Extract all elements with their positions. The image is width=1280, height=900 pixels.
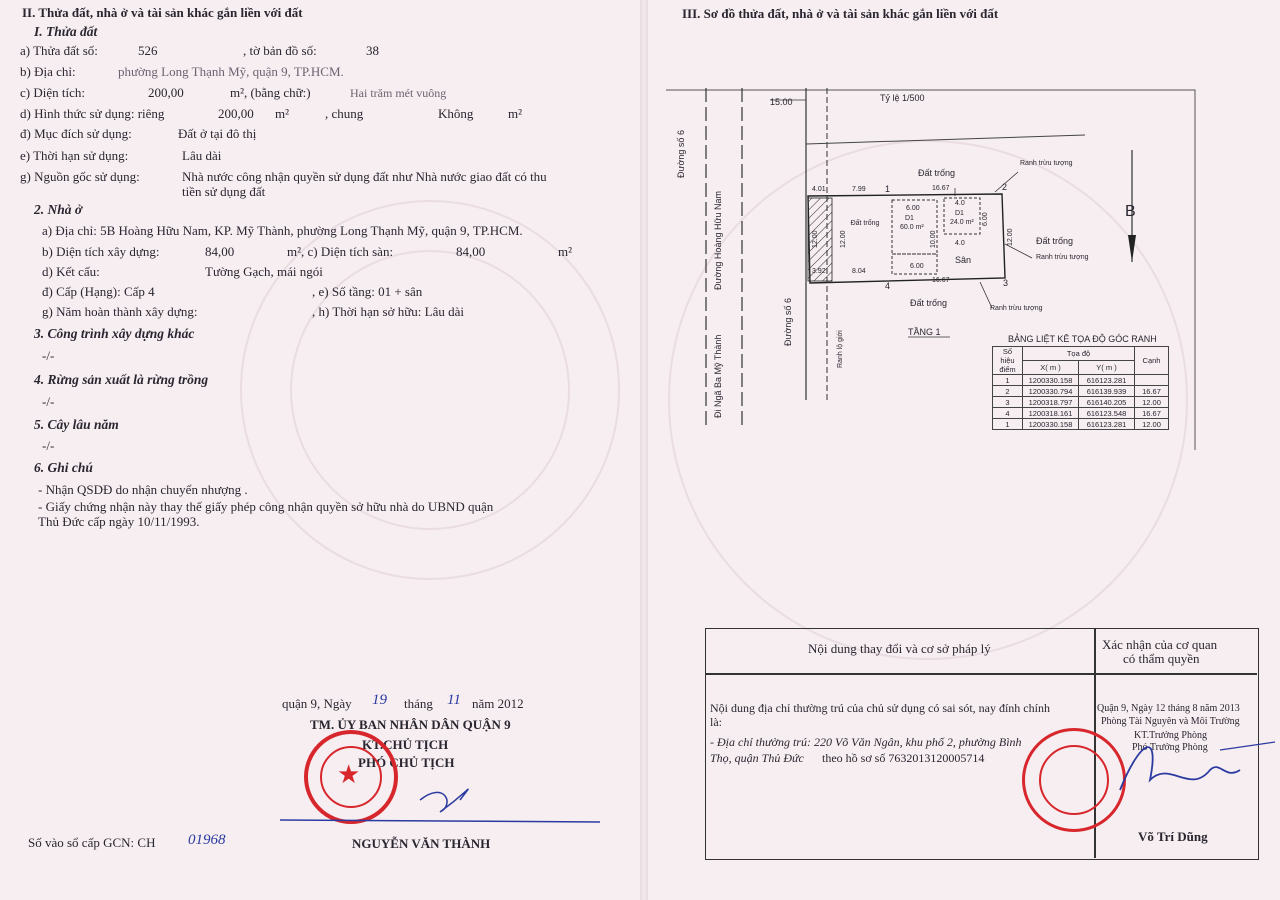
change-content-1: Nội dung địa chỉ thường trú của chủ sử dụng có sai sót, nay đính chính — [710, 701, 1050, 715]
dim-1667-top: 16.67 — [932, 185, 950, 192]
label-dat-trong-bottom: Đất trống — [910, 298, 948, 308]
label-dat-trong-inner: Đất trống — [850, 220, 880, 227]
dim-top: 15.00 — [770, 97, 793, 107]
usage-common-value: Không — [438, 106, 474, 121]
label-ranh-bottom: Ranh trừu tượng — [990, 305, 1043, 312]
floor-area-unit: m² — [558, 244, 573, 259]
grade-label: đ) Cấp (Hạng): Cấp 4 — [42, 284, 155, 299]
label-ranh-right: Ranh trừu tượng — [1036, 254, 1089, 261]
forest-heading: 4. Rừng sản xuất là rừng trồng — [34, 372, 209, 387]
signer-role-1: KT.CHỦ TỊCH — [362, 737, 449, 752]
confirm-role-2: Phó Trưởng Phòng — [1132, 742, 1208, 753]
dim-804: 8.04 — [852, 268, 866, 275]
usage-common-label: , chung — [325, 106, 364, 121]
coord-edge: 12.00 — [1135, 419, 1169, 430]
area-label: c) Diện tích: — [20, 85, 85, 100]
street-main: Đường Hoàng Hữu Nam — [713, 191, 723, 290]
area-words: Hai trăm mét vuông — [350, 86, 447, 100]
coord-edge: 16.67 — [1135, 408, 1169, 419]
map-sheet-label: , tờ bản đồ số: — [243, 43, 317, 58]
street-right: Đường số 6 — [783, 298, 793, 346]
purpose-value: Đất ở tại đô thị — [178, 126, 257, 141]
usage-private-area: 200,00 — [218, 106, 254, 121]
coord-x: 1200330.794 — [1023, 386, 1079, 397]
room-d1-b-area: 24.0 m² — [950, 219, 974, 226]
table-row — [993, 386, 1169, 397]
dim-1667-bottom: 16.67 — [932, 277, 950, 284]
coord-header-coord: Tọa độ — [1023, 347, 1135, 361]
coord-y: 616140.205 — [1079, 397, 1135, 408]
diagram-section-title: III. Sơ đồ thửa đất, nhà ở và tài sản khác gắn liền với đất — [682, 6, 999, 21]
usage-unit-1: m² — [275, 106, 290, 121]
dim-799: 7.99 — [852, 186, 866, 193]
room-d1-a-area: 60.0 m² — [900, 224, 924, 231]
dim-1200-c: 12.00 — [1007, 228, 1014, 246]
issuing-org: TM. ỦY BAN NHÂN DÂN QUẬN 9 — [310, 717, 511, 732]
change-col1-header: Nội dung thay đổi và cơ sở pháp lý — [808, 641, 991, 656]
dim-600-a: 6.00 — [906, 205, 920, 212]
build-area-value: 84,00 — [205, 244, 235, 259]
parcel-label: a) Thửa đất số: — [20, 43, 98, 58]
coord-point: 1 — [993, 419, 1023, 430]
perennial-value: -/- — [42, 438, 55, 453]
coord-table-title: BẢNG LIỆT KÊ TỌA ĐỘ GÓC RANH — [1008, 334, 1157, 344]
build-area-unit: m², c) Diện tích sàn: — [287, 244, 394, 259]
table-row — [993, 397, 1169, 408]
label-san: Sân — [955, 255, 972, 265]
label-tang-1: TẦNG 1 — [908, 327, 941, 337]
coord-edge: 12.00 — [1135, 397, 1169, 408]
coord-x: 1200330.158 — [1023, 419, 1079, 430]
dim-401: 4.01 — [812, 186, 826, 193]
structure-value: Tường Gạch, mái ngói — [205, 264, 323, 279]
area-value: 200,00 — [148, 85, 184, 100]
table-row — [993, 375, 1169, 386]
coord-header-edge: Cạnh — [1135, 347, 1169, 375]
coord-header-point: Số hiệu điểm — [993, 347, 1023, 375]
coord-x: 1200318.161 — [1023, 408, 1079, 419]
table-row — [993, 419, 1169, 430]
confirm-role-1: KT.Trưởng Phòng — [1134, 730, 1207, 741]
signer-role-2: PHÓ CHỦ TỊCH — [358, 755, 455, 770]
other-works-heading: 3. Công trình xây dựng khác — [34, 326, 195, 341]
floors-label: , e) Số tầng: 01 + sân — [312, 284, 423, 299]
perennial-heading: 5. Cây lâu năm — [34, 417, 119, 432]
confirm-date: Quận 9, Ngày 12 tháng 8 năm 2013 — [1097, 703, 1240, 714]
coord-point: 3 — [993, 397, 1023, 408]
completion-year-label: g) Năm hoàn thành xây dựng: — [42, 304, 198, 319]
coord-header-x: X( m ) — [1023, 361, 1079, 375]
confirm-name: Võ Trí Dũng — [1138, 829, 1208, 844]
coord-y: 616139.939 — [1079, 386, 1135, 397]
coord-edge: 16.67 — [1135, 386, 1169, 397]
confirm-org: Phòng Tài Nguyên và Môi Trường — [1101, 716, 1240, 727]
coord-x: 1200330.158 — [1023, 375, 1079, 386]
forest-value: -/- — [42, 394, 55, 409]
house-heading: 2. Nhà ở — [34, 202, 83, 217]
coord-table — [992, 346, 1169, 430]
sign-date-prefix: quận 9, Ngày — [282, 696, 352, 711]
street-bottom: Đi Ngã Ba Mỹ Thành — [713, 334, 723, 418]
coord-point: 2 — [993, 386, 1023, 397]
dim-600-b: 6.00 — [910, 263, 924, 270]
sign-date-month-label: tháng — [404, 696, 433, 711]
label-dat-trong-right: Đất trống — [1036, 236, 1074, 246]
room-d1-b: D1 — [955, 210, 964, 217]
notes-heading: 6. Ghi chú — [34, 460, 93, 475]
note-line-2: - Giấy chứng nhận này thay thế giấy phép công nhận quyền sở hữu nhà do UBND quận — [38, 499, 494, 514]
corner-point-2: 2 — [1002, 182, 1008, 192]
dim-392: 3.92 — [812, 268, 826, 275]
land-address-label: b) Địa chỉ: — [20, 64, 76, 79]
dim-1200-b: 12.00 — [840, 230, 847, 248]
signer-name: NGUYỄN VĂN THÀNH — [352, 836, 491, 851]
floor-area-value: 84,00 — [456, 244, 486, 259]
dim-1000: 10.00 — [930, 230, 937, 248]
coord-point: 4 — [993, 408, 1023, 419]
coord-y: 616123.281 — [1079, 375, 1135, 386]
usage-unit-2: m² — [508, 106, 523, 121]
dim-400-a: 4.0 — [955, 200, 965, 207]
house-address: a) Địa chỉ: 5B Hoàng Hữu Nam, KP. Mỹ Thành, phường Long Thạnh Mỹ, quận 9, TP.HCM. — [42, 223, 523, 238]
map-sheet-number: 38 — [366, 43, 379, 58]
other-works-value: -/- — [42, 348, 55, 363]
signature-scribble — [270, 760, 620, 840]
build-area-label: b) Diện tích xây dựng: — [42, 244, 160, 259]
cert-number-value: 01968 — [188, 832, 226, 848]
note-line-1: - Nhận QSDĐ do nhận chuyển nhượng . — [38, 482, 248, 497]
usage-form-label: d) Hình thức sử dụng: riêng — [20, 106, 165, 121]
parcel-number: 526 — [138, 43, 158, 58]
area-unit: m², (bằng chữ:) — [230, 85, 311, 100]
north-label: B — [1125, 203, 1136, 220]
ownership-term-label: , h) Thời hạn sở hữu: Lâu dài — [312, 304, 464, 319]
scale-label: Tỷ lệ 1/500 — [880, 93, 925, 103]
sign-date-day: 19 — [372, 692, 387, 708]
sign-date-month: 11 — [447, 692, 461, 708]
corner-point-4: 4 — [885, 281, 891, 291]
cert-number-label: Số vào sổ cấp GCN: CH — [28, 835, 156, 850]
label-dat-trong-top: Đất trống — [918, 168, 956, 178]
change-content-3: - Địa chỉ thường trú: 220 Võ Văn Ngân, khu phố 2, phường Bình — [710, 735, 1022, 749]
term-value: Lâu dài — [182, 148, 222, 163]
coord-point: 1 — [993, 375, 1023, 386]
note-line-3: Thủ Đức cấp ngày 10/11/1993. — [38, 514, 200, 529]
setback-label: Ranh lộ giới — [837, 330, 844, 368]
origin-value-1: Nhà nước công nhận quyền sử dụng đất như Nhà nước giao đất có thu — [182, 169, 547, 184]
corner-point-1: 1 — [885, 184, 891, 194]
table-row — [993, 408, 1169, 419]
section-ii-title: II. Thửa đất, nhà ở và tài sản khác gắn liền với đất — [22, 5, 303, 20]
confirm-signature-scribble — [1100, 720, 1280, 810]
coord-header-y: Y( m ) — [1079, 361, 1135, 375]
dim-600-c: 6.00 — [982, 212, 989, 226]
street-left: Đường số 6 — [676, 130, 686, 178]
purpose-label: đ) Mục đích sử dụng: — [20, 126, 132, 141]
land-address-value: phường Long Thạnh Mỹ, quận 9, TP.HCM. — [118, 64, 344, 79]
coord-y: 616123.281 — [1079, 419, 1135, 430]
structure-label: d) Kết cấu: — [42, 264, 100, 279]
room-d1-a: D1 — [905, 215, 914, 222]
origin-value-2: tiền sử dụng đất — [182, 184, 266, 199]
dim-400-b: 4.0 — [955, 240, 965, 247]
coord-x: 1200318.797 — [1023, 397, 1079, 408]
change-col2-header-2: có thẩm quyền — [1123, 651, 1200, 666]
sign-date-year: năm 2012 — [472, 696, 524, 711]
change-content-4: Thọ, quận Thủ Đức — [710, 751, 804, 765]
origin-label: g) Nguồn gốc sử dụng: — [20, 169, 140, 184]
coord-y: 616123.548 — [1079, 408, 1135, 419]
dim-1200-a: 12.00 — [812, 230, 819, 248]
label-ranh-top: Ranh trừu tượng — [1020, 160, 1073, 167]
land-heading: I. Thửa đất — [34, 24, 98, 39]
term-label: e) Thời hạn sử dụng: — [20, 148, 129, 163]
seal-star-icon: ★ — [337, 760, 361, 789]
corner-point-3: 3 — [1003, 278, 1009, 288]
change-content-5: theo hồ sơ số 7632013120005714 — [822, 751, 985, 765]
change-col2-header-1: Xác nhận của cơ quan — [1102, 637, 1218, 652]
change-content-2: là: — [710, 715, 722, 729]
